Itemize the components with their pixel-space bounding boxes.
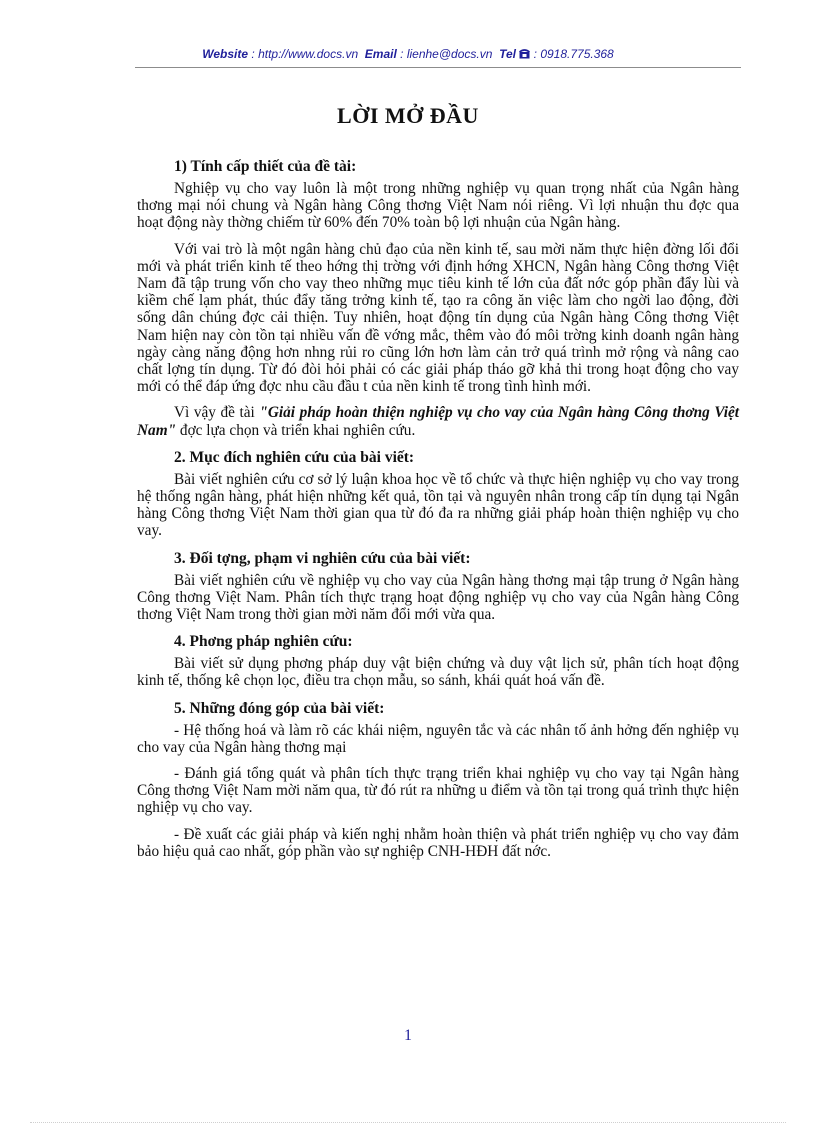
paragraph-text: Vì vậy đề tài bbox=[174, 404, 260, 422]
section-heading: 2. Mục đích nghiên cứu của bài viết: bbox=[174, 448, 415, 466]
website-value[interactable]: : http://www.docs.vn bbox=[251, 47, 359, 61]
section-heading: 5. Những đóng góp của bài viết: bbox=[174, 699, 385, 717]
paragraph: Bài viết nghiên cứu cơ sở lý luận khoa học về tổ chức và thực hiện nghiệp vụ cho vay trong hệ thống ngân hàng, phát hiện những kết quả, tồn tại và nguyên nhân trong cấp tín dụng tại Ngân hàng Công thơng Việt Nam thời gian qua từ đó đa ra những giải pháp hoàn thiện nghiệp vụ cho vay. bbox=[137, 470, 739, 540]
email-value[interactable]: : lienhe@docs.vn bbox=[400, 47, 493, 61]
paragraph-text: đợc lựa chọn và triển khai nghiên cứu. bbox=[176, 421, 416, 439]
paragraph: Bài viết nghiên cứu về nghiệp vụ cho vay của Ngân hàng thơng mại tập trung ở Ngân hàng Công thơng Việt Nam. Phân tích thực trạng hoạt động nghiệp vụ cho vay của Ngân hàng Công thơng Việt Nam trong thời gian mời năm đổi mới vừa qua. bbox=[137, 571, 739, 624]
header-divider bbox=[135, 67, 741, 68]
paragraph: - Hệ thống hoá và làm rõ các khái niệm, nguyên tắc và các nhân tố ảnh hởng đến nghiệp vụ cho vay của Ngân hàng thơng mại bbox=[137, 721, 739, 756]
paragraph bbox=[137, 404, 739, 438]
section-heading: 3. Đối tợng, phạm vi nghiên cứu của bài viết: bbox=[174, 549, 471, 567]
page-number: 1 bbox=[404, 1027, 412, 1044]
section-heading: 4. Phơng pháp nghiên cứu: bbox=[174, 633, 353, 651]
topic-title: "Giải pháp hoàn thiện nghiệp vụ cho vay của Ngân hàng Công thơng Việt Nam" bbox=[137, 404, 739, 439]
page-header bbox=[0, 47, 816, 62]
paragraph: - Đánh giá tổng quát và phân tích thực trạng triển khai nghiệp vụ cho vay tại Ngân hàng Công thơng Việt Nam mời năm qua, từ đó rút ra những u điểm và tồn tại trong quá trình thực hiện nghiệp vụ cho vay. bbox=[137, 765, 739, 817]
section-heading: 1) Tính cấp thiết của đề tài: bbox=[174, 158, 357, 175]
document-body bbox=[137, 157, 739, 860]
phone-icon bbox=[519, 48, 530, 62]
paragraph: - Đề xuất các giải pháp và kiến nghị nhằm hoàn thiện và phát triển nghiệp vụ cho vay đảm bảo hiệu quả cao nhất, góp phần vào sự nghiệp CNH-HĐH đất nớc. bbox=[137, 825, 739, 860]
email-label: Email bbox=[364, 47, 397, 61]
page-title: LỜI MỞ ĐẦU bbox=[337, 103, 479, 128]
tel-label: Tel bbox=[499, 47, 516, 61]
paragraph: Bài viết sử dụng phơng pháp duy vật biện chứng và duy vật lịch sử, phân tích hoạt động kinh tế, thống kê chọn lọc, điều tra chọn mẫu, so sánh, khái quát hoá vấn đề. bbox=[137, 655, 739, 690]
paragraph: Với vai trò là một ngân hàng chủ đạo của nền kinh tế, sau mời năm thực hiện đờng lối đổi mới và phát triển kinh tế theo hớng thị trờng với định hớng XHCN, Ngân hàng Công thơng Việt Nam đã tập trung vốn cho vay theo những mục tiêu kinh tế lớn của đất nớc góp phần đẩy lùi và kiềm chế lạm phát, thúc đẩy tăng trởng kinh tế, tạo ra công ăn việc làm cho ngời lao động, đời sống dân chúng đợc cải thiện. Tuy nhiên, hoạt động tín dụng của Ngân hàng Công thơng Việt Nam hiện nay còn tồn tại nhiều vấn đề vớng mắc, thêm vào đó môi trờng kinh doanh ngân hàng ngày càng năng động hơn nhng rủi ro cũng lớn hơn làm cản trở quá trình mở rộng và nâng cao chất lợng tín dụng. Từ đó đòi hỏi phải có các giải pháp tháo gỡ khả thi trong hoạt động cho vay mới có thể đáp ứng đợc nhu cầu đầu t của nền kinh tế trong tình hình mới. bbox=[137, 240, 739, 396]
website-label: Website bbox=[202, 47, 249, 61]
paragraph: Nghiệp vụ cho vay luôn là một trong những nghiệp vụ quan trọng nhất của Ngân hàng thơng mại nói chung và Ngân hàng Công thơng Việt Nam nói riêng. Vì lợi nhuận thu đợc qua hoạt động này thờng chiếm từ 60% đến 70% toàn bộ lợi nhuận của Ngân hàng. bbox=[137, 180, 739, 232]
tel-value: : 0918.775.368 bbox=[533, 47, 614, 61]
